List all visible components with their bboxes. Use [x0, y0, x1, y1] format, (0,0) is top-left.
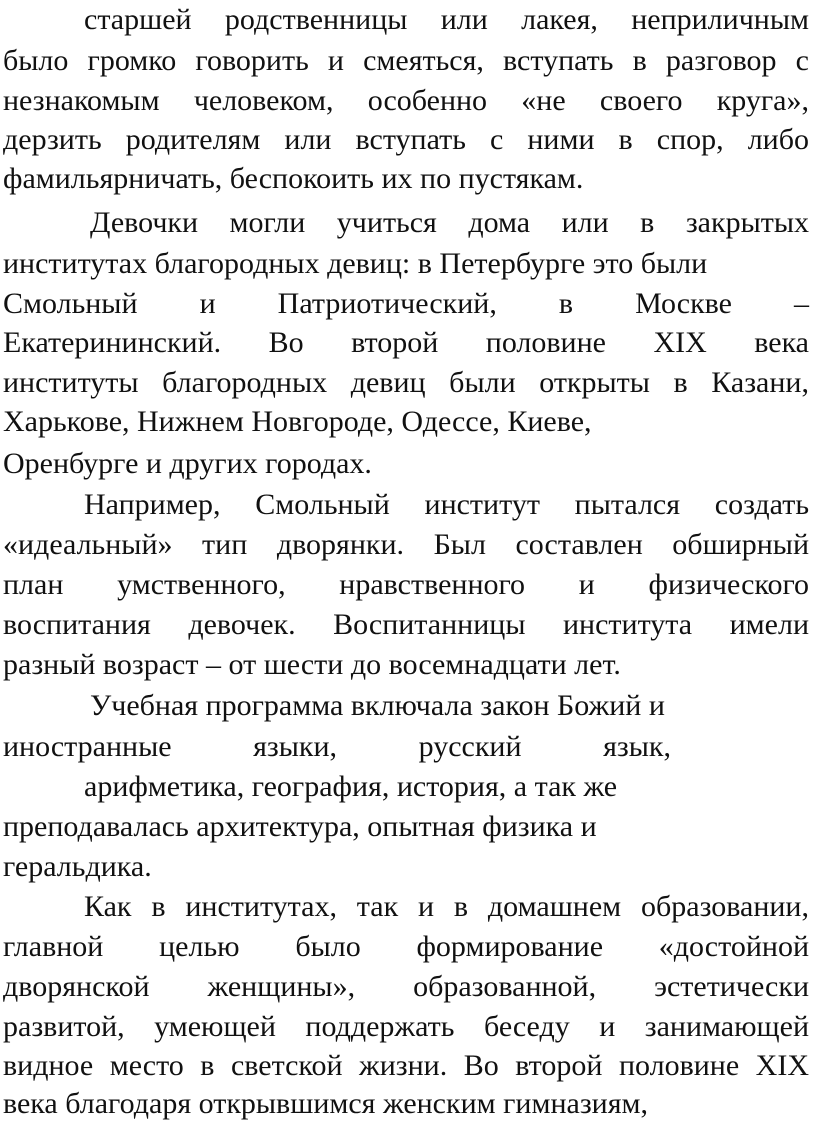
- text-line: главной целью было формирование «достойной: [3, 930, 809, 963]
- text-line: институтах благородных девиц: в Петербурге это были: [3, 247, 708, 280]
- text-line: институты благородных девиц были открыты в Казани,: [3, 366, 809, 399]
- text-line: Например, Смольный институт пытался создать: [84, 488, 809, 521]
- text-line: века благодаря открывшимся женским гимназиям,: [3, 1087, 649, 1120]
- text-line: видное место в светской жизни. Во второй половине XIX: [3, 1049, 809, 1082]
- text-line: иностранные языки, русский язык,: [3, 730, 671, 763]
- text-line: Смольный и Патриотический, в Москве –: [3, 287, 809, 320]
- text-line: план умственного, нравственного и физического: [3, 568, 809, 601]
- text-line: Девочки могли учиться дома или в закрытых: [90, 206, 809, 239]
- text-line: Екатерининский. Во второй половине XIX века: [3, 326, 809, 359]
- text-line: Оренбурге и других городах.: [3, 447, 372, 480]
- text-line: развитой, умеющей поддержать беседу и занимающей: [3, 1010, 809, 1043]
- text-line: воспитания девочек. Воспитанницы института имели: [3, 608, 809, 641]
- text-line: Как в институтах, так и в домашнем образовании,: [84, 890, 809, 923]
- text-line: «идеальный» тип дворянки. Был составлен обширный: [3, 528, 809, 561]
- text-line: незнакомым человеком, особенно «не своего круга»,: [3, 84, 809, 117]
- text-line: дворянской женщины», образованной, эстетически: [3, 970, 809, 1003]
- text-line: Учебная программа включала закон Божий и: [90, 689, 665, 722]
- text-line: Харькове, Нижнем Новгороде, Одессе, Киеве,: [3, 405, 592, 438]
- text-line: дерзить родителям или вступать с ними в спор, либо: [3, 123, 809, 156]
- text-line: было громко говорить и смеяться, вступать в разговор с: [3, 44, 809, 77]
- text-line: старшей родственницы или лакея, неприличным: [84, 3, 809, 36]
- text-line: геральдика.: [3, 850, 152, 883]
- text-line: преподавалась архитектура, опытная физика и: [3, 810, 597, 843]
- text-line: арифметика, география, история, а так же: [84, 770, 618, 803]
- text-line: разный возраст – от шести до восемнадцати лет.: [3, 648, 621, 681]
- text-line: фамильярничать, беспокоить их по пустякам.: [3, 162, 584, 195]
